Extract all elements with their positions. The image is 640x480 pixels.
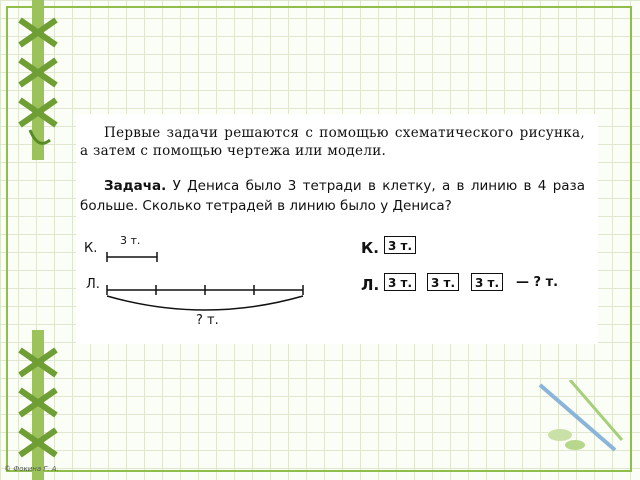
- box-l-cell-3: 3 т.: [471, 273, 503, 291]
- segment-k: [107, 252, 157, 262]
- segment-k-label: К.: [84, 241, 98, 256]
- intro-text: Первые задачи решаются с помощью схематического рисунка, а затем с помощью чертежа или модели.: [80, 125, 585, 159]
- box-l-cell-1: 3 т.: [384, 273, 416, 291]
- problem-label: Задача.: [104, 178, 167, 194]
- author-credit: © Фокина Г. А.: [4, 465, 59, 473]
- box-answer: — ? т.: [516, 275, 559, 290]
- box-l-label: Л.: [361, 276, 380, 294]
- segment-l-label: Л.: [86, 277, 100, 292]
- segment-k-measure: 3 т.: [120, 234, 141, 247]
- box-k-cell: 3 т.: [384, 236, 416, 254]
- box-k-label: К.: [361, 239, 379, 257]
- segment-l-brace: [107, 296, 303, 310]
- segment-l-question: ? т.: [196, 313, 219, 328]
- problem-body: У Дениса было 3 тетради в клетку, а в линию в 4 раза больше. Сколько тетрадей в линию было у Дениса?: [80, 178, 586, 214]
- box-l-cell-2: 3 т.: [427, 273, 459, 291]
- segment-l: [107, 285, 303, 295]
